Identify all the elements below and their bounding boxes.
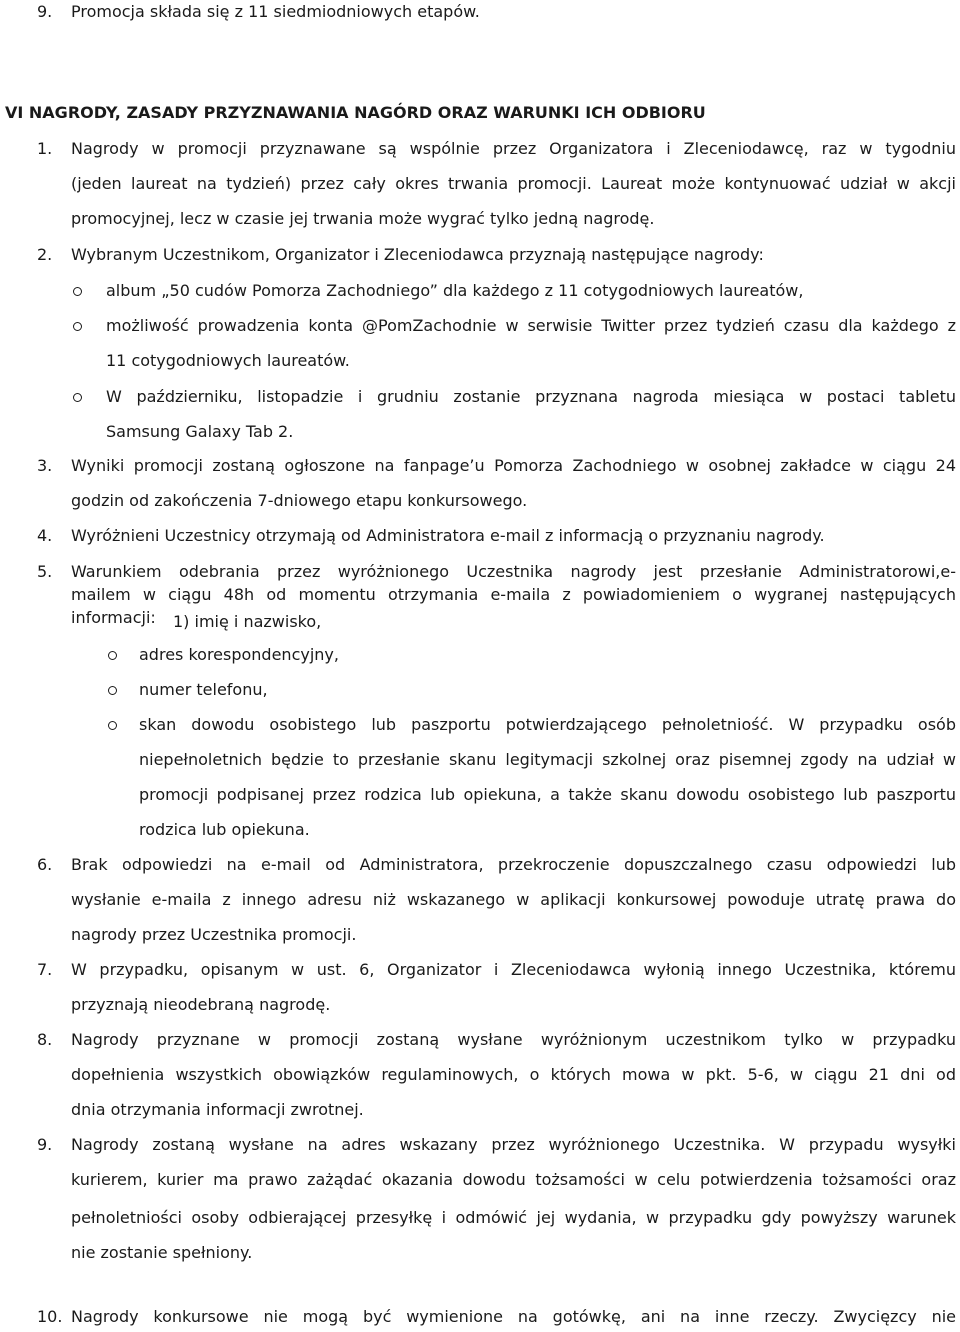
item-text: Wybranym Uczestnikom, Organizator i Zleceniodawca przyznają następujące nagrody: (71, 245, 764, 264)
item-text-line: mailem w ciągu 48h od momentu otrzymania e-maila z powiadomieniem o wygranej następujących (71, 585, 956, 604)
bullet-item: album „50 cudów Pomorza Zachodniego” dla każdego z 11 cotygodniowych laureatów, (0, 276, 960, 306)
bullet-item: adres korespondencyjny, (0, 640, 960, 670)
item-number: 3. (37, 456, 53, 475)
item-text-line: dnia otrzymania informacji zwrotnej. (71, 1100, 364, 1119)
bullet-item: możliwość prowadzenia konta @PomZachodnie w serwisie Twitter przez tydzień czasu dla każdego z (0, 311, 960, 341)
item-text: Warunkiem odebrania przez wyróżnionego Uczestnika nagrody jest przesłanie Administratorowi,e- (71, 562, 956, 581)
item-text-line: Samsung Galaxy Tab 2. (106, 422, 294, 441)
section-title: VI NAGRODY, ZASADY PRZYZNAWANIA NAGÓRD ORAZ WARUNKI ICH ODBIORU (5, 103, 706, 122)
sub-list-item: 1) imię i nazwisko, (173, 612, 322, 631)
item-text-line: wysłanie e-maila z innego adresu niż wskazanego w aplikacji konkursowej powoduje utratę prawa do (71, 890, 956, 909)
item-number: 8. (37, 1030, 53, 1049)
item-text-line: pełnoletniości osoby odbierającej przesyłkę i odmówić jej wydania, w przypadku gdy powyższy warunek (71, 1208, 956, 1227)
item-text-line: przyznają nieodebraną nagrodę. (71, 995, 331, 1014)
item-text-line: dopełnienia wszystkich obowiązków regulaminowych, o których mowa w pkt. 5-6, w ciągu 21 dni od (71, 1065, 956, 1084)
bullet-circle-icon (73, 393, 82, 402)
item-text-line: 11 cotygodniowych laureatów. (106, 351, 350, 370)
list-item (0, 1130, 960, 1160)
bullet-circle-icon (108, 651, 117, 660)
list-item (0, 0, 960, 27)
item-number: 1. (37, 139, 53, 158)
item-text: W przypadku, opisanym w ust. 6, Organizator i Zleceniodawca wyłonią innego Uczestnika, któremu (71, 960, 956, 979)
item-number: 9. (37, 1135, 53, 1154)
item-text: Nagrody przyznane w promocji zostaną wysłane wyróżnionym uczestnikom tylko w przypadku (71, 1030, 956, 1049)
item-text-line: nie zostanie spełniony. (71, 1243, 253, 1262)
list-item (0, 850, 960, 880)
item-text: Wyróżnieni Uczestnicy otrzymają od Administratora e-mail z informacją o przyznaniu nagrody. (71, 526, 825, 545)
bullet-circle-icon (73, 287, 82, 296)
item-text-line: niepełnoletnich będzie to przesłanie skanu legitymacji szkolnej oraz pisemnej zgody na udział w (139, 750, 956, 769)
bullet-circle-icon (108, 686, 117, 695)
item-text: Nagrody zostaną wysłane na adres wskazany przez wyróżnionego Uczestnika. W przypadu wysyłki (71, 1135, 956, 1154)
item-number: 2. (37, 245, 53, 264)
item-text: Nagrody w promocji przyznawane są wspólnie przez Organizatora i Zleceniodawcę, raz w tygodniu (71, 139, 956, 158)
list-item (0, 521, 960, 551)
item-text-line: rodzica lub opiekuna. (139, 820, 310, 839)
item-number: 9. (37, 2, 53, 21)
item-text-line: promocji podpisanej przez rodzica lub opiekuna, a także skanu dowodu osobistego lub paszportu (139, 785, 956, 804)
list-item (0, 134, 960, 164)
item-number: 4. (37, 526, 53, 545)
item-text-line: nagrody przez Uczestnika promocji. (71, 925, 357, 944)
bullet-item: skan dowodu osobistego lub paszportu potwierdzającego pełnoletniość. W przypadku osób (0, 710, 960, 740)
item-text: Wyniki promocji zostaną ogłoszone na fanpage’u Pomorza Zachodniego w osobnej zakładce w ciągu 24 (71, 456, 956, 475)
bullet-item: numer telefonu, (0, 675, 960, 705)
list-item (0, 240, 960, 270)
list-item (0, 1302, 960, 1332)
item-text-line: godzin od zakończenia 7-dniowego etapu konkursowego. (71, 491, 528, 510)
list-item (0, 451, 960, 481)
item-text-line: informacji: (71, 608, 156, 627)
item-text: Nagrody konkursowe nie mogą być wymienione na gotówkę, ani na inne rzeczy. Zwycięzcy nie (71, 1307, 956, 1326)
item-number: 10. (37, 1307, 63, 1326)
item-number: 5. (37, 562, 53, 581)
item-number: 7. (37, 960, 53, 979)
list-item (0, 1025, 960, 1055)
item-text-line: kurierem, kurier ma prawo zażądać okazania dowodu tożsamości w celu potwierdzenia tożsamości oraz (71, 1170, 956, 1189)
bullet-circle-icon (73, 322, 82, 331)
bullet-item: W październiku, listopadzie i grudniu zostanie przyznana nagroda miesiąca w postaci tabletu (0, 382, 960, 412)
list-item (0, 955, 960, 985)
bullet-circle-icon (108, 721, 117, 730)
item-text: Brak odpowiedzi na e-mail od Administratora, przekroczenie dopuszczalnego czasu odpowiedzi lub (71, 855, 956, 874)
item-text-line: (jeden laureat na tydzień) przez cały okres trwania promocji. Laureat może kontynuować udział w akcji (71, 174, 956, 193)
item-number: 6. (37, 855, 53, 874)
item-text: Promocja składa się z 11 siedmiodniowych etapów. (71, 2, 480, 21)
item-text-line: promocyjnej, lecz w czasie jej trwania może wygrać tylko jedną nagrodę. (71, 209, 655, 228)
